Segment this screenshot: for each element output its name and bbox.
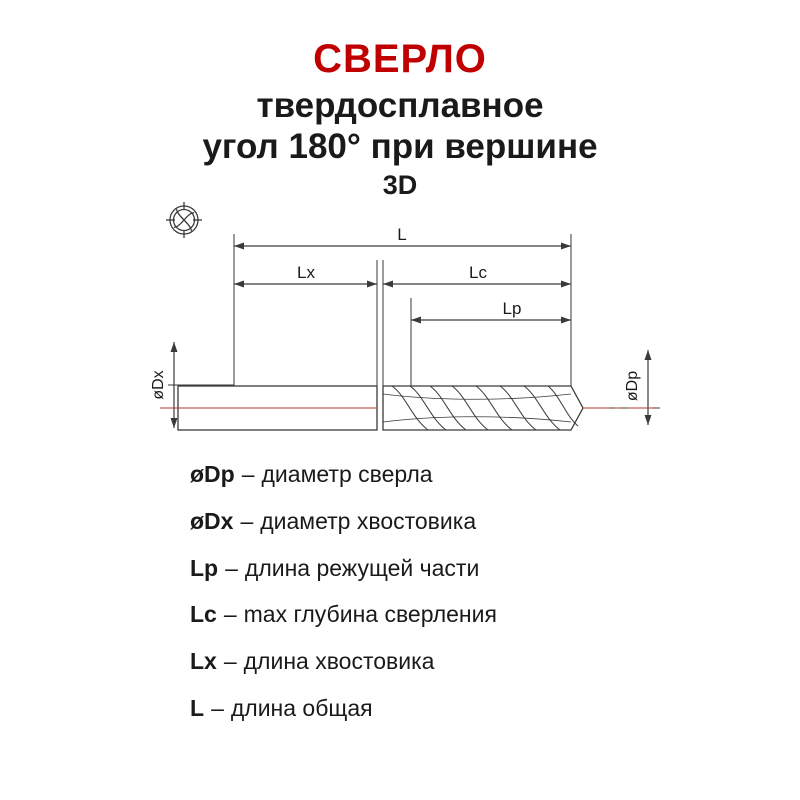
dimension-Lc (383, 263, 571, 288)
dimension-Lp-label: Lp (502, 299, 522, 318)
title-block (0, 38, 800, 202)
dimension-Lc-label: Lc (469, 263, 487, 282)
dimension-Dx-label: øDx (150, 370, 167, 400)
legend-item (0, 694, 800, 723)
title-subtitle-1: твердосплавное (256, 86, 544, 126)
title-subtitle-3: 3D (382, 170, 418, 201)
legend-symbol: øDx (190, 507, 234, 534)
legend-dash: – (225, 554, 238, 581)
legend-description: длина общая (230, 694, 373, 721)
page-title: СВЕРЛО (313, 37, 487, 81)
legend-symbol: L (190, 694, 205, 721)
legend-dash: – (211, 694, 224, 721)
legend-symbol: Lp (190, 554, 219, 581)
legend-description: длина режущей части (244, 554, 480, 581)
legend-item (0, 507, 800, 536)
dimension-L (234, 225, 571, 250)
legend-description: диаметр хвостовика (260, 507, 477, 534)
legend-description: max глубина сверления (243, 601, 497, 628)
legend-list (0, 460, 800, 741)
legend-item (0, 460, 800, 489)
dimension-Lp (411, 299, 571, 324)
legend-dash: – (223, 648, 237, 674)
dimension-Lx-label: Lx (297, 263, 315, 282)
legend-symbol: Lc (190, 601, 217, 628)
legend-dash: – (240, 507, 254, 534)
legend-item (0, 647, 800, 676)
legend-dash: – (241, 461, 255, 487)
title-subtitle-2: угол 180° при вершине (202, 127, 598, 167)
legend-description: диаметр сверла (261, 461, 433, 487)
drill-cross-section-icon (166, 202, 202, 238)
legend-description: длина хвостовика (243, 648, 435, 674)
dimension-Dp-label: øDp (624, 370, 641, 402)
legend-dash: – (223, 601, 237, 628)
legend-item (0, 554, 800, 583)
drill-technical-drawing (0, 190, 800, 460)
dimension-Lx (234, 263, 377, 288)
legend-symbol: Lx (190, 648, 217, 674)
legend-item (0, 600, 800, 629)
dimension-Dp (571, 350, 660, 425)
dimension-L-label: L (397, 225, 407, 244)
legend-symbol: øDp (190, 461, 235, 487)
